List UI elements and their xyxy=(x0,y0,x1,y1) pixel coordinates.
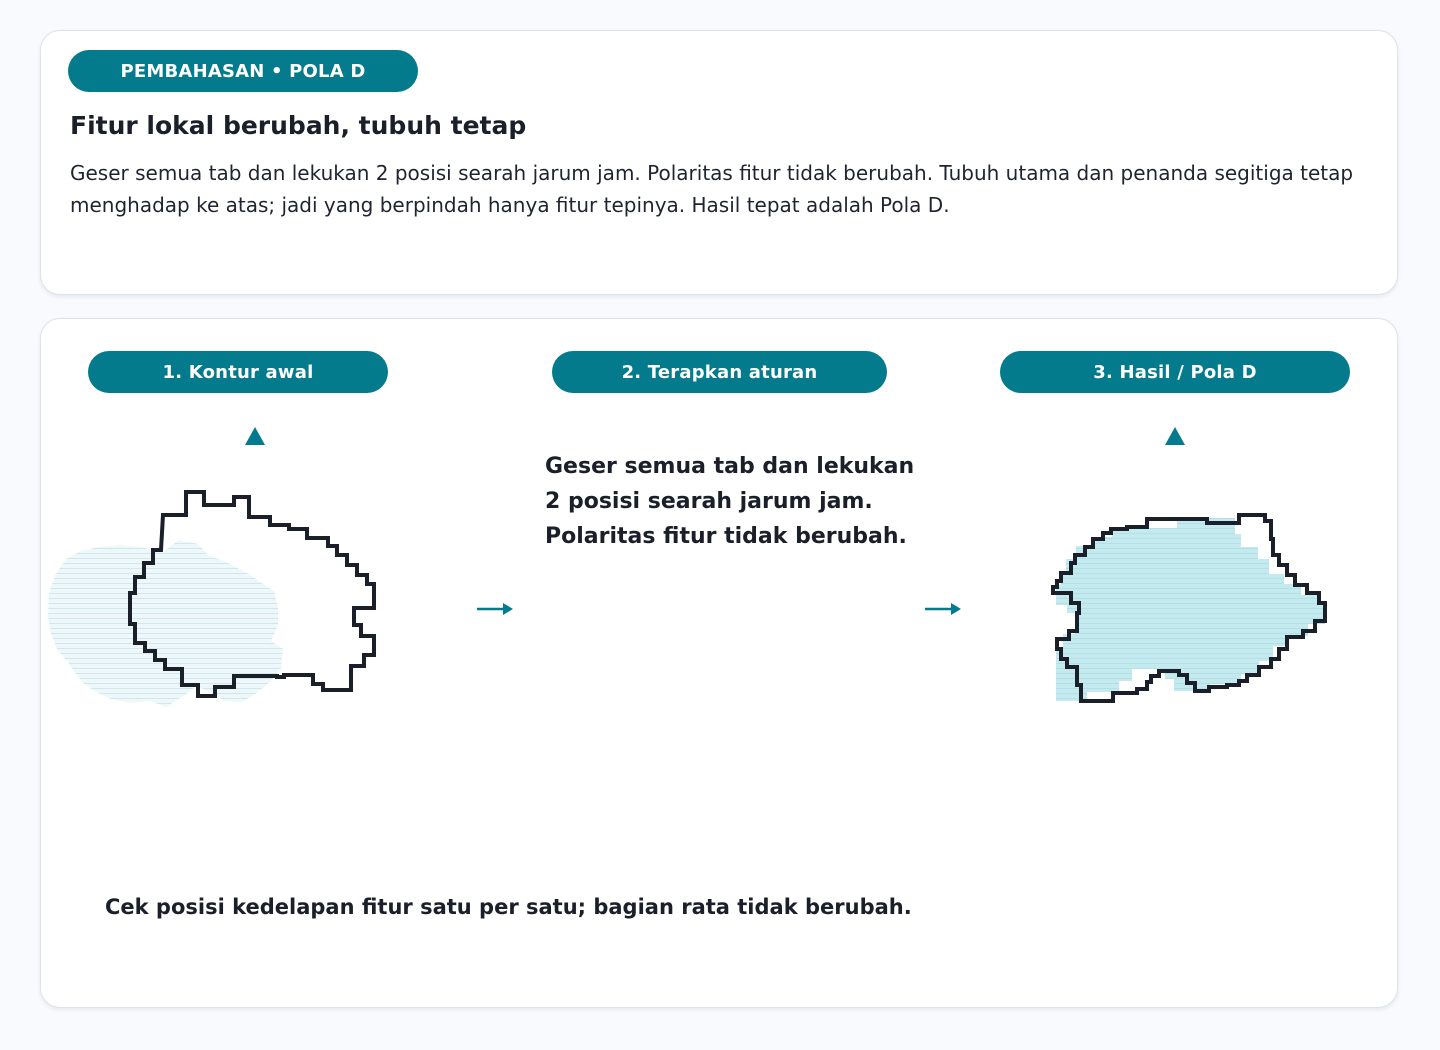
orientation-triangle-icon xyxy=(1165,427,1185,445)
explanation-title: Fitur lokal berubah, tubuh tetap xyxy=(70,111,527,140)
arrow-right-icon xyxy=(925,603,961,615)
orientation-triangle-icon xyxy=(245,427,265,445)
arrow-right-icon xyxy=(477,603,513,615)
step-1-label: 1. Kontur awal xyxy=(88,351,388,393)
explanation-card xyxy=(40,30,1398,295)
section-badge: PEMBAHASAN • POLA D xyxy=(68,50,418,92)
step-2-label: 2. Terapkan aturan xyxy=(552,351,887,393)
original-contour-shape xyxy=(48,492,374,707)
result-contour-shape xyxy=(1053,515,1325,701)
footnote-text: Cek posisi kedelapan fitur satu per satu; bagian rata tidak berubah. xyxy=(105,895,912,919)
steps-card xyxy=(40,318,1398,1008)
explanation-text: Geser semua tab dan lekukan 2 posisi searah jarum jam. Polaritas fitur tidak berubah. Tubuh utama dan penanda segitiga tetap menghadap ke atas; jadi yang berpindah hanya fitur tepinya. Hasil tepat adalah Pola D. xyxy=(70,161,1354,217)
step-3-label: 3. Hasil / Pola D xyxy=(1000,351,1350,393)
rule-description: Geser semua tab dan lekukan 2 posisi searah jarum jam. Polaritas fitur tidak berubah. xyxy=(545,454,915,549)
